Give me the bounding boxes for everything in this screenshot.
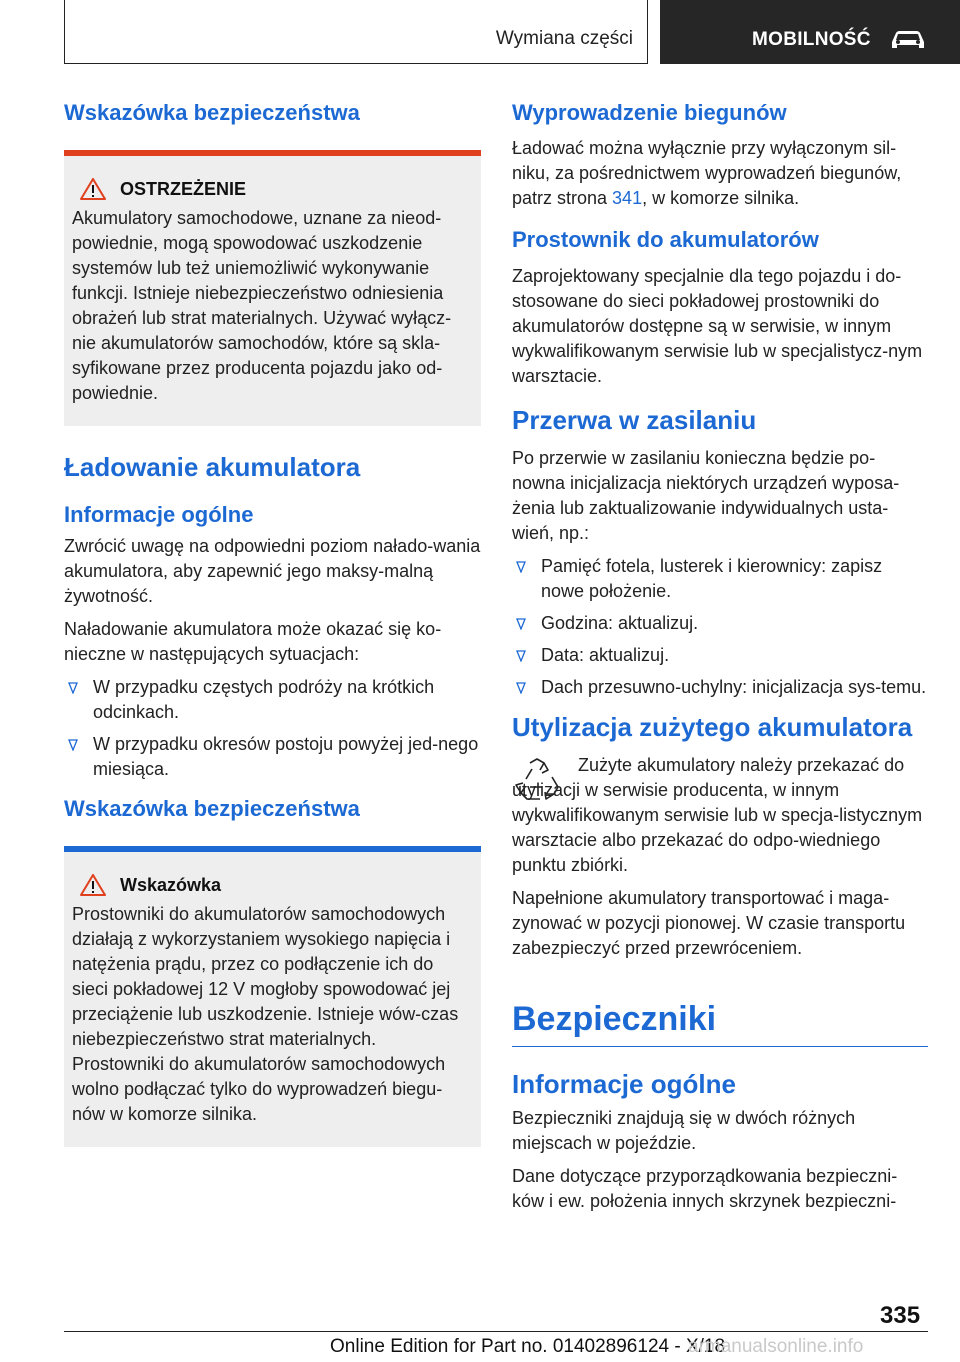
- triangle-bullet-icon: [516, 561, 526, 573]
- recycle-icon: [512, 757, 562, 805]
- poles-heading: Wyprowadzenie biegunów: [512, 100, 787, 125]
- charger-paragraph: Zaprojektowany specjalnie dla tego pojazdu i do-stosowane do sieci pokładowej prostowniki do akumulatorów dostępne są w serwisie, w innym wykwalifikowanym serwisie lub w specjalistycz-nym warsztacie.: [512, 265, 923, 386]
- list-item: W przypadku okresów postoju powyżej jed-nego miesiąca.: [64, 732, 481, 782]
- disposal-block: [512, 753, 928, 878]
- list-item: Data: aktualizuj.: [512, 643, 928, 668]
- triangle-bullet-icon: [516, 618, 526, 630]
- triangle-bullet-icon: [68, 739, 78, 751]
- list-item: Godzina: aktualizuj.: [512, 611, 928, 636]
- warning-triangle-icon: [80, 178, 106, 200]
- disposal-paragraph-2: Napełnione akumulatory transportować i maga-zynować w pozycji pionowej. W czasie transportu zabezpieczyć przed przewróceniem.: [512, 888, 906, 959]
- page-number: 335: [880, 1302, 921, 1329]
- right-column: [512, 100, 928, 1222]
- power-paragraph: Po przerwie w zasilaniu konieczna będzie po-nowna inicjalizacja niektórych urządzeń wyposa-żenia lub zaktualizowanie indywidualnych usta-wień, np.:: [512, 447, 900, 543]
- triangle-bullet-icon: [68, 682, 78, 694]
- car-icon: [888, 28, 928, 52]
- note-box: [64, 846, 481, 1147]
- triangle-bullet-icon: [516, 682, 526, 694]
- note-title: Wskazówka: [120, 874, 222, 895]
- safety-heading-1: Wskazówka bezpieczeństwa: [64, 100, 360, 125]
- note-text: Prostowniki do akumulatorów samochodowych działają z wykorzystaniem wysokiego napięcia i natężenia prądu, przez co podłączenie ich do sieci pokładowej 12 V mogłoby spowodować jej przeciążenie lub uszkodzenie. Istnieje wów-czas niebezpieczeństwo strat materialnych. Prostowniki do akumulatorów samochodowych wolno podłączać tylko do wyprowadzeń biegu-nów w komorze silnika.: [72, 904, 459, 1125]
- general-info-heading: Informacje ogólne: [64, 501, 254, 527]
- general-paragraph-1: Zwrócić uwagę na odpowiedni poziom nałado-wania akumulatora, aby zapewnić jego maksy-malną żywotność.: [64, 535, 481, 606]
- warning-triangle-icon: [80, 874, 106, 896]
- triangle-bullet-icon: [516, 650, 526, 662]
- edition-footer: Online Edition for Part no. 01402896124 - X/18: [330, 1336, 726, 1357]
- header-chapter-tab: [660, 0, 960, 64]
- poles-paragraph: Ładować można wyłącznie przy wyłączonym sil-niku, za pośrednictwem wyprowadzeń biegunów, patrz strona 341, w komorze silnika.: [512, 138, 902, 209]
- watermark: armanualsonline.info: [688, 1336, 864, 1357]
- page-link[interactable]: 341: [612, 188, 643, 209]
- fuses-title: Bezpieczniki: [512, 999, 928, 1047]
- disposal-heading: Utylizacja zużytego akumulatora: [512, 711, 913, 742]
- header-section-title: Wymiana części: [495, 28, 633, 49]
- general-list: [64, 675, 481, 782]
- fuses-general-heading: Informacje ogólne: [512, 1068, 736, 1099]
- safety-heading-2: Wskazówka bezpieczeństwa: [64, 795, 360, 821]
- fuses-paragraph-1: Bezpieczniki znajdują się w dwóch różnych miejscach w pojeździe.: [512, 1108, 856, 1154]
- power-heading: Przerwa w zasilaniu: [512, 404, 757, 435]
- footer-divider: [64, 1331, 928, 1332]
- fuses-paragraph-2: Dane dotyczące przyporządkowania bezpieczni-ków i ew. położenia innych skrzynek bezpieczni-: [512, 1166, 898, 1212]
- general-paragraph-2: Naładowanie akumulatora może okazać się ko-nieczne w następujących sytuacjach:: [64, 618, 442, 664]
- list-item: Dach przesuwno-uchylny: inicjalizacja sys-temu.: [512, 675, 928, 700]
- power-list: [512, 554, 928, 700]
- list-item: W przypadku częstych podróży na krótkich odcinkach.: [64, 675, 481, 725]
- list-item: Pamięć fotela, lusterek i kierownicy: zapisz nowe położenie.: [512, 554, 928, 604]
- header-chapter-label: MOBILNOŚĆ: [752, 29, 871, 50]
- left-column: [64, 100, 481, 1147]
- charging-heading: Ładowanie akumulatora: [64, 452, 361, 483]
- disposal-paragraph-1: Zużyte akumulatory należy przekazać do utylizacji w serwisie producenta, w innym wykwalifikowanym serwisie lub w specja-listycznym warsztacie albo przekazać do odpo-wiedniego punktu zbiórki.: [512, 755, 923, 876]
- warning-text: Akumulatory samochodowe, uznane za nieod-powiednie, mogą spowodować uszkodzenie systemów lub też uniemożliwić wykonywanie funkcji. Istnieje niebezpieczeństwo odniesienia obrażeń lub strat materialnych. Używać wyłącz-nie akumulatorów samochodów, które są skla-syfikowane przez producenta pojazdu jako od-powiednie.: [72, 208, 452, 404]
- warning-title: OSTRZEŻENIE: [120, 178, 247, 199]
- charger-heading: Prostownik do akumulatorów: [512, 227, 819, 253]
- header-section-box: [64, 0, 648, 64]
- warning-box: [64, 150, 481, 426]
